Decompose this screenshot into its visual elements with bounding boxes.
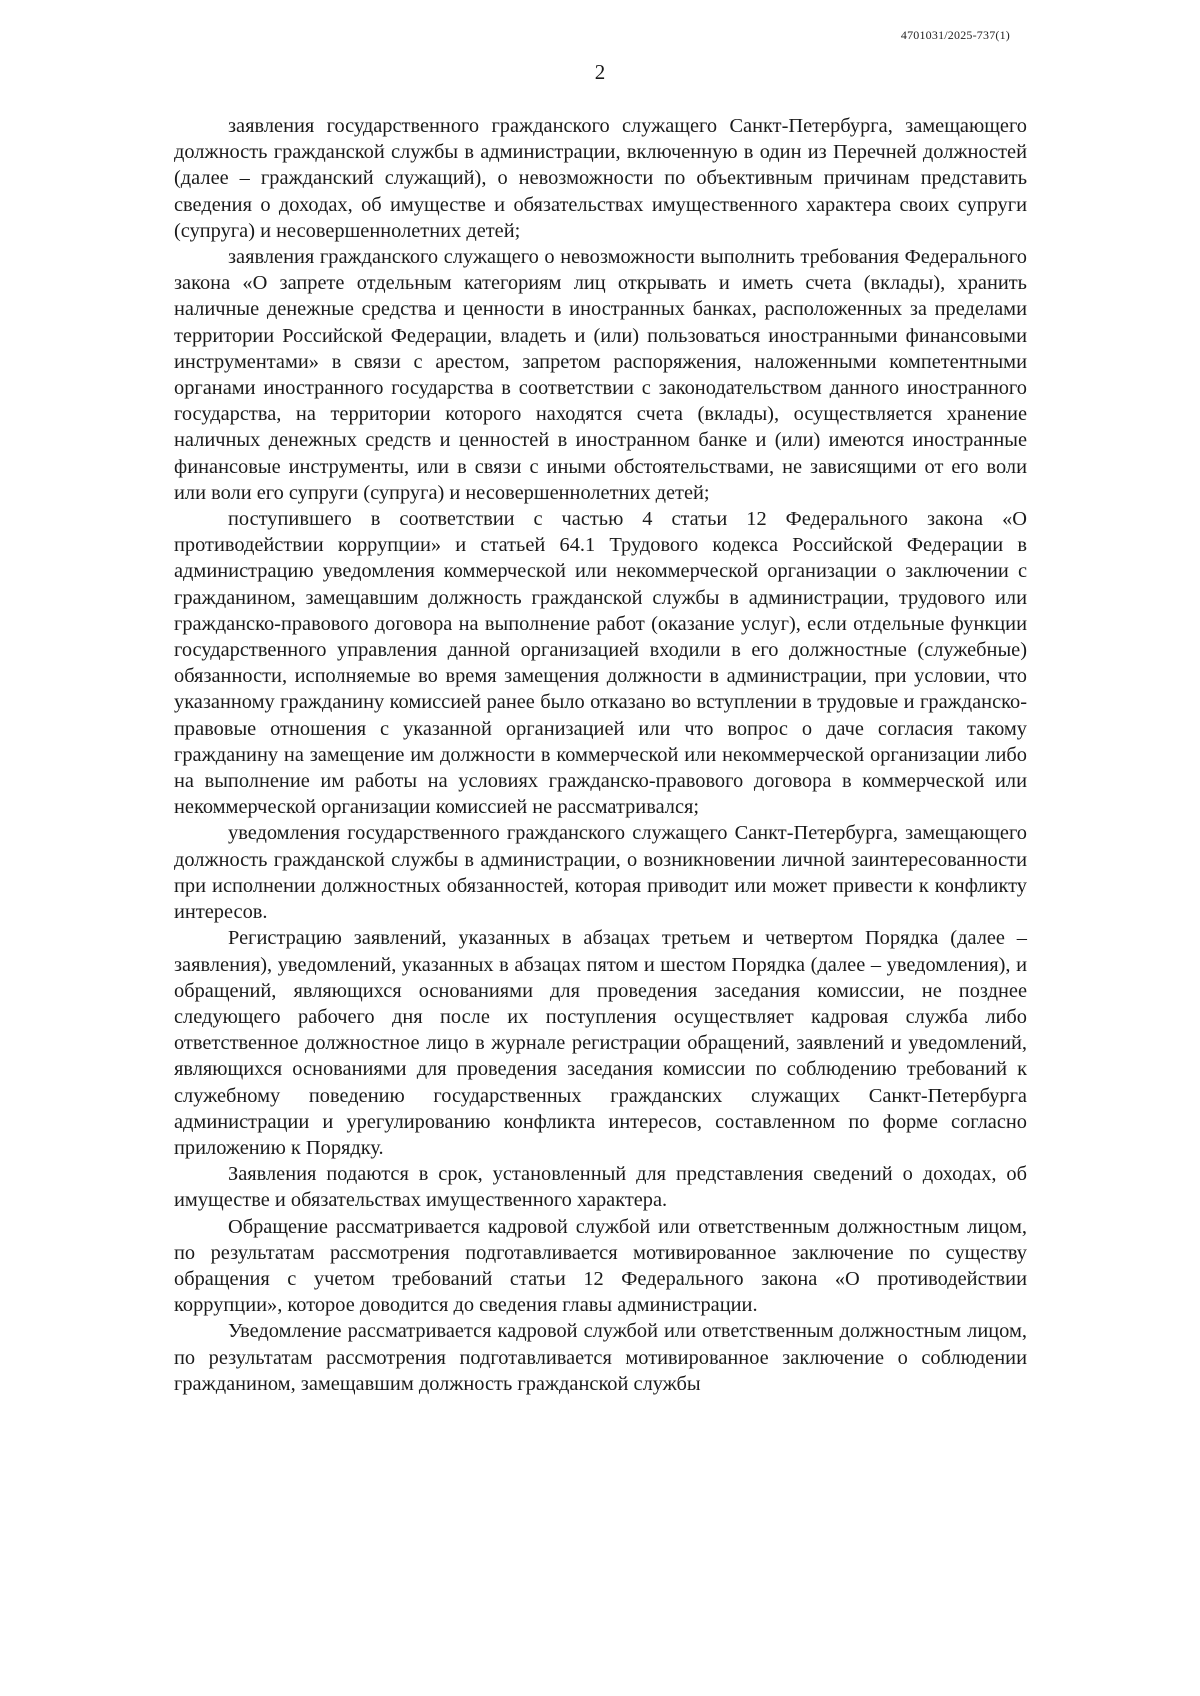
- paragraph: Заявления подаются в срок, установленный для представления сведений о доходах, об имуществе и обязательствах имущественного характера.: [174, 1163, 1027, 1212]
- paragraph: Уведомление рассматривается кадровой службой или ответственным должностным лицом, по результатам рассмотрения подготавливается мотивированное заключение о соблюдении гражданином, замещавшим должность гражданской службы: [174, 1320, 1027, 1395]
- page-number: 2: [594, 60, 606, 84]
- paragraph: заявления государственного гражданского служащего Санкт-Петербурга, замещающего должность гражданской службы в администрации, включенную в один из Перечней должностей (далее – гражданский служащий), о невозможности по объективным причинам представить сведения о доходах, об имуществе и обязательствах имущественного характера своих супруги (супруга) и несовершеннолетних детей;: [174, 115, 1027, 242]
- paragraph: Регистрацию заявлений, указанных в абзацах третьем и четвертом Порядка (далее – заявления), уведомлений, указанных в абзацах пятом и шестом Порядка (далее – уведомления), и обращений, являющихся основаниями для проведения заседания комиссии, не позднее следующего рабочего дня после их поступления осуществляет кадровая служба либо ответственное должностное лицо в журнале регистрации обращений, заявлений и уведомлений, являющихся основаниями для проведения заседания комиссии по соблюдению требований к служебному поведению государственных гражданских служащих Санкт-Петербурга администрации и урегулированию конфликта интересов, составленном по форме согласно приложению к Порядку.: [174, 927, 1027, 1159]
- paragraph: заявления гражданского служащего о невозможности выполнить требования Федерального закона «О запрете отдельным категориям лиц открывать и иметь счета (вклады), хранить наличные денежные средства и ценности в иностранных банках, расположенных за пределами территории Российской Федерации, владеть и (или) пользоваться иностранными финансовыми инструментами» в связи с арестом, запретом распоряжения, наложенными компетентными органами иностранного государства в соответствии с законодательством данного иностранного государства, на территории которого находятся счета (вклады), осуществляется хранение наличных денежных средств и ценностей в иностранном банке и (или) имеются иностранные финансовые инструменты, или в связи с иными обстоятельствами, не зависящими от его воли или воли его супруги (супруга) и несовершеннолетних детей;: [174, 246, 1027, 504]
- paragraph: Обращение рассматривается кадровой службой или ответственным должностным лицом, по результатам рассмотрения подготавливается мотивированное заключение по существу обращения с учетом требований статьи 12 Федерального закона «О противодействии коррупции», которое доводится до сведения главы администрации.: [174, 1215, 1027, 1317]
- document-reference-code: 4701031/2025-737(1): [900, 28, 1010, 42]
- paragraph: уведомления государственного гражданского служащего Санкт-Петербурга, замещающего должность гражданской службы в администрации, о возникновении личной заинтересованности при исполнении должностных обязанностей, которая приводит или может привести к конфликту интересов.: [174, 822, 1027, 924]
- paragraph: поступившего в соответствии с частью 4 статьи 12 Федерального закона «О противодействии коррупции» и статьей 64.1 Трудового кодекса Российской Федерации в администрацию уведомления коммерческой или некоммерческой организации о заключении с гражданином, замещавшим должность гражданской службы в администрации, трудового или гражданско-правового договора на выполнение работ (оказание услуг), если отдельные функции государственного управления данной организацией входили в его должностные (служебные) обязанности, исполняемые во время замещения должности в администрации, при условии, что указанному гражданину комиссией ранее было отказано во вступлении в трудовые и гражданско-правовые отношения с указанной организацией или что вопрос о даче согласия такому гражданину на замещение им должности в коммерческой или некоммерческой организации либо на выполнение им работы на условиях гражданско-правового договора в коммерческой или некоммерческой организации комиссией не рассматривался;: [174, 508, 1027, 819]
- document-body: [174, 113, 1027, 1397]
